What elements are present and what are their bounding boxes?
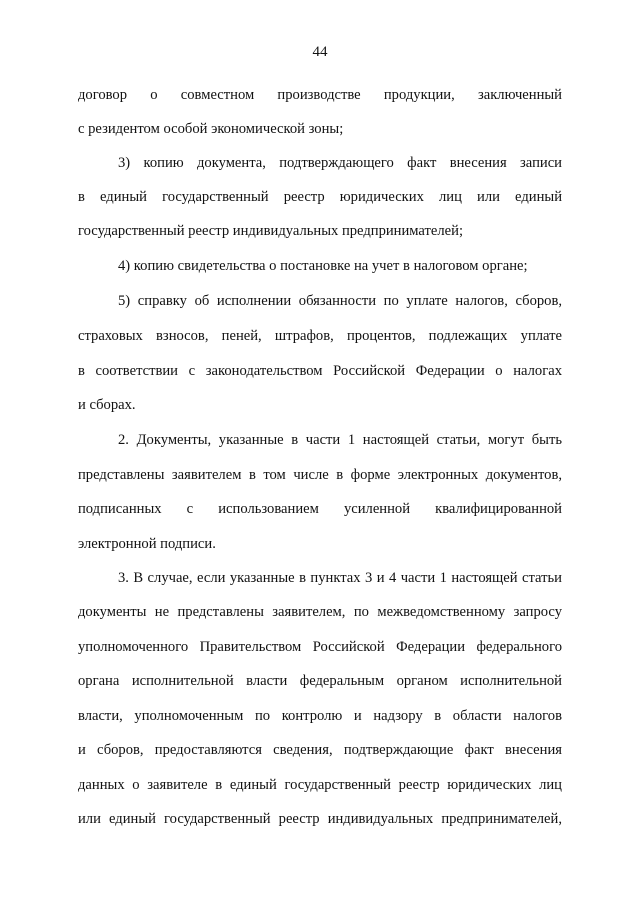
page-number: 44 <box>312 44 328 60</box>
text-line: в соответствии с законодательством Российской Федерации о налогах <box>78 363 562 379</box>
text-line: и сборов, предоставляются сведения, подтверждающие факт внесения <box>78 742 562 758</box>
text-line: 4) копию свидетельства о постановке на учет в налоговом органе; <box>118 258 528 274</box>
text-line: в единый государственный реестр юридических лиц или единый <box>78 189 562 205</box>
text-line: 3) копию документа, подтверждающего факт внесения записи <box>118 155 562 171</box>
text-line: и сборах. <box>78 397 136 413</box>
text-line: страховых взносов, пеней, штрафов, процентов, подлежащих уплате <box>78 328 562 344</box>
text-line: 5) справку об исполнении обязанности по уплате налогов, сборов, <box>118 293 562 309</box>
text-line: подписанных с использованием усиленной квалифицированной <box>78 501 562 517</box>
text-line: органа исполнительной власти федеральным органом исполнительной <box>78 673 562 689</box>
text-line: или единый государственный реестр индивидуальных предпринимателей, <box>78 811 562 827</box>
text-line: власти, уполномоченным по контролю и надзору в области налогов <box>78 708 562 724</box>
text-line: представлены заявителем в том числе в форме электронных документов, <box>78 467 562 483</box>
text-line: договор о совместном производстве продукции, заключенный <box>78 87 562 103</box>
text-line: электронной подписи. <box>78 536 216 552</box>
text-line: государственный реестр индивидуальных предпринимателей; <box>78 223 464 239</box>
text-line: данных о заявителе в единый государственный реестр юридических лиц <box>78 777 562 793</box>
text-line: 3. В случае, если указанные в пунктах 3 и 4 части 1 настоящей статьи <box>118 570 562 586</box>
text-line: с резидентом особой экономической зоны; <box>78 121 344 137</box>
text-line: документы не представлены заявителем, по межведомственному запросу <box>78 604 562 620</box>
text-line: 2. Документы, указанные в части 1 настоящей статьи, могут быть <box>118 432 562 448</box>
text-line: уполномоченного Правительством Российской Федерации федерального <box>78 639 562 655</box>
